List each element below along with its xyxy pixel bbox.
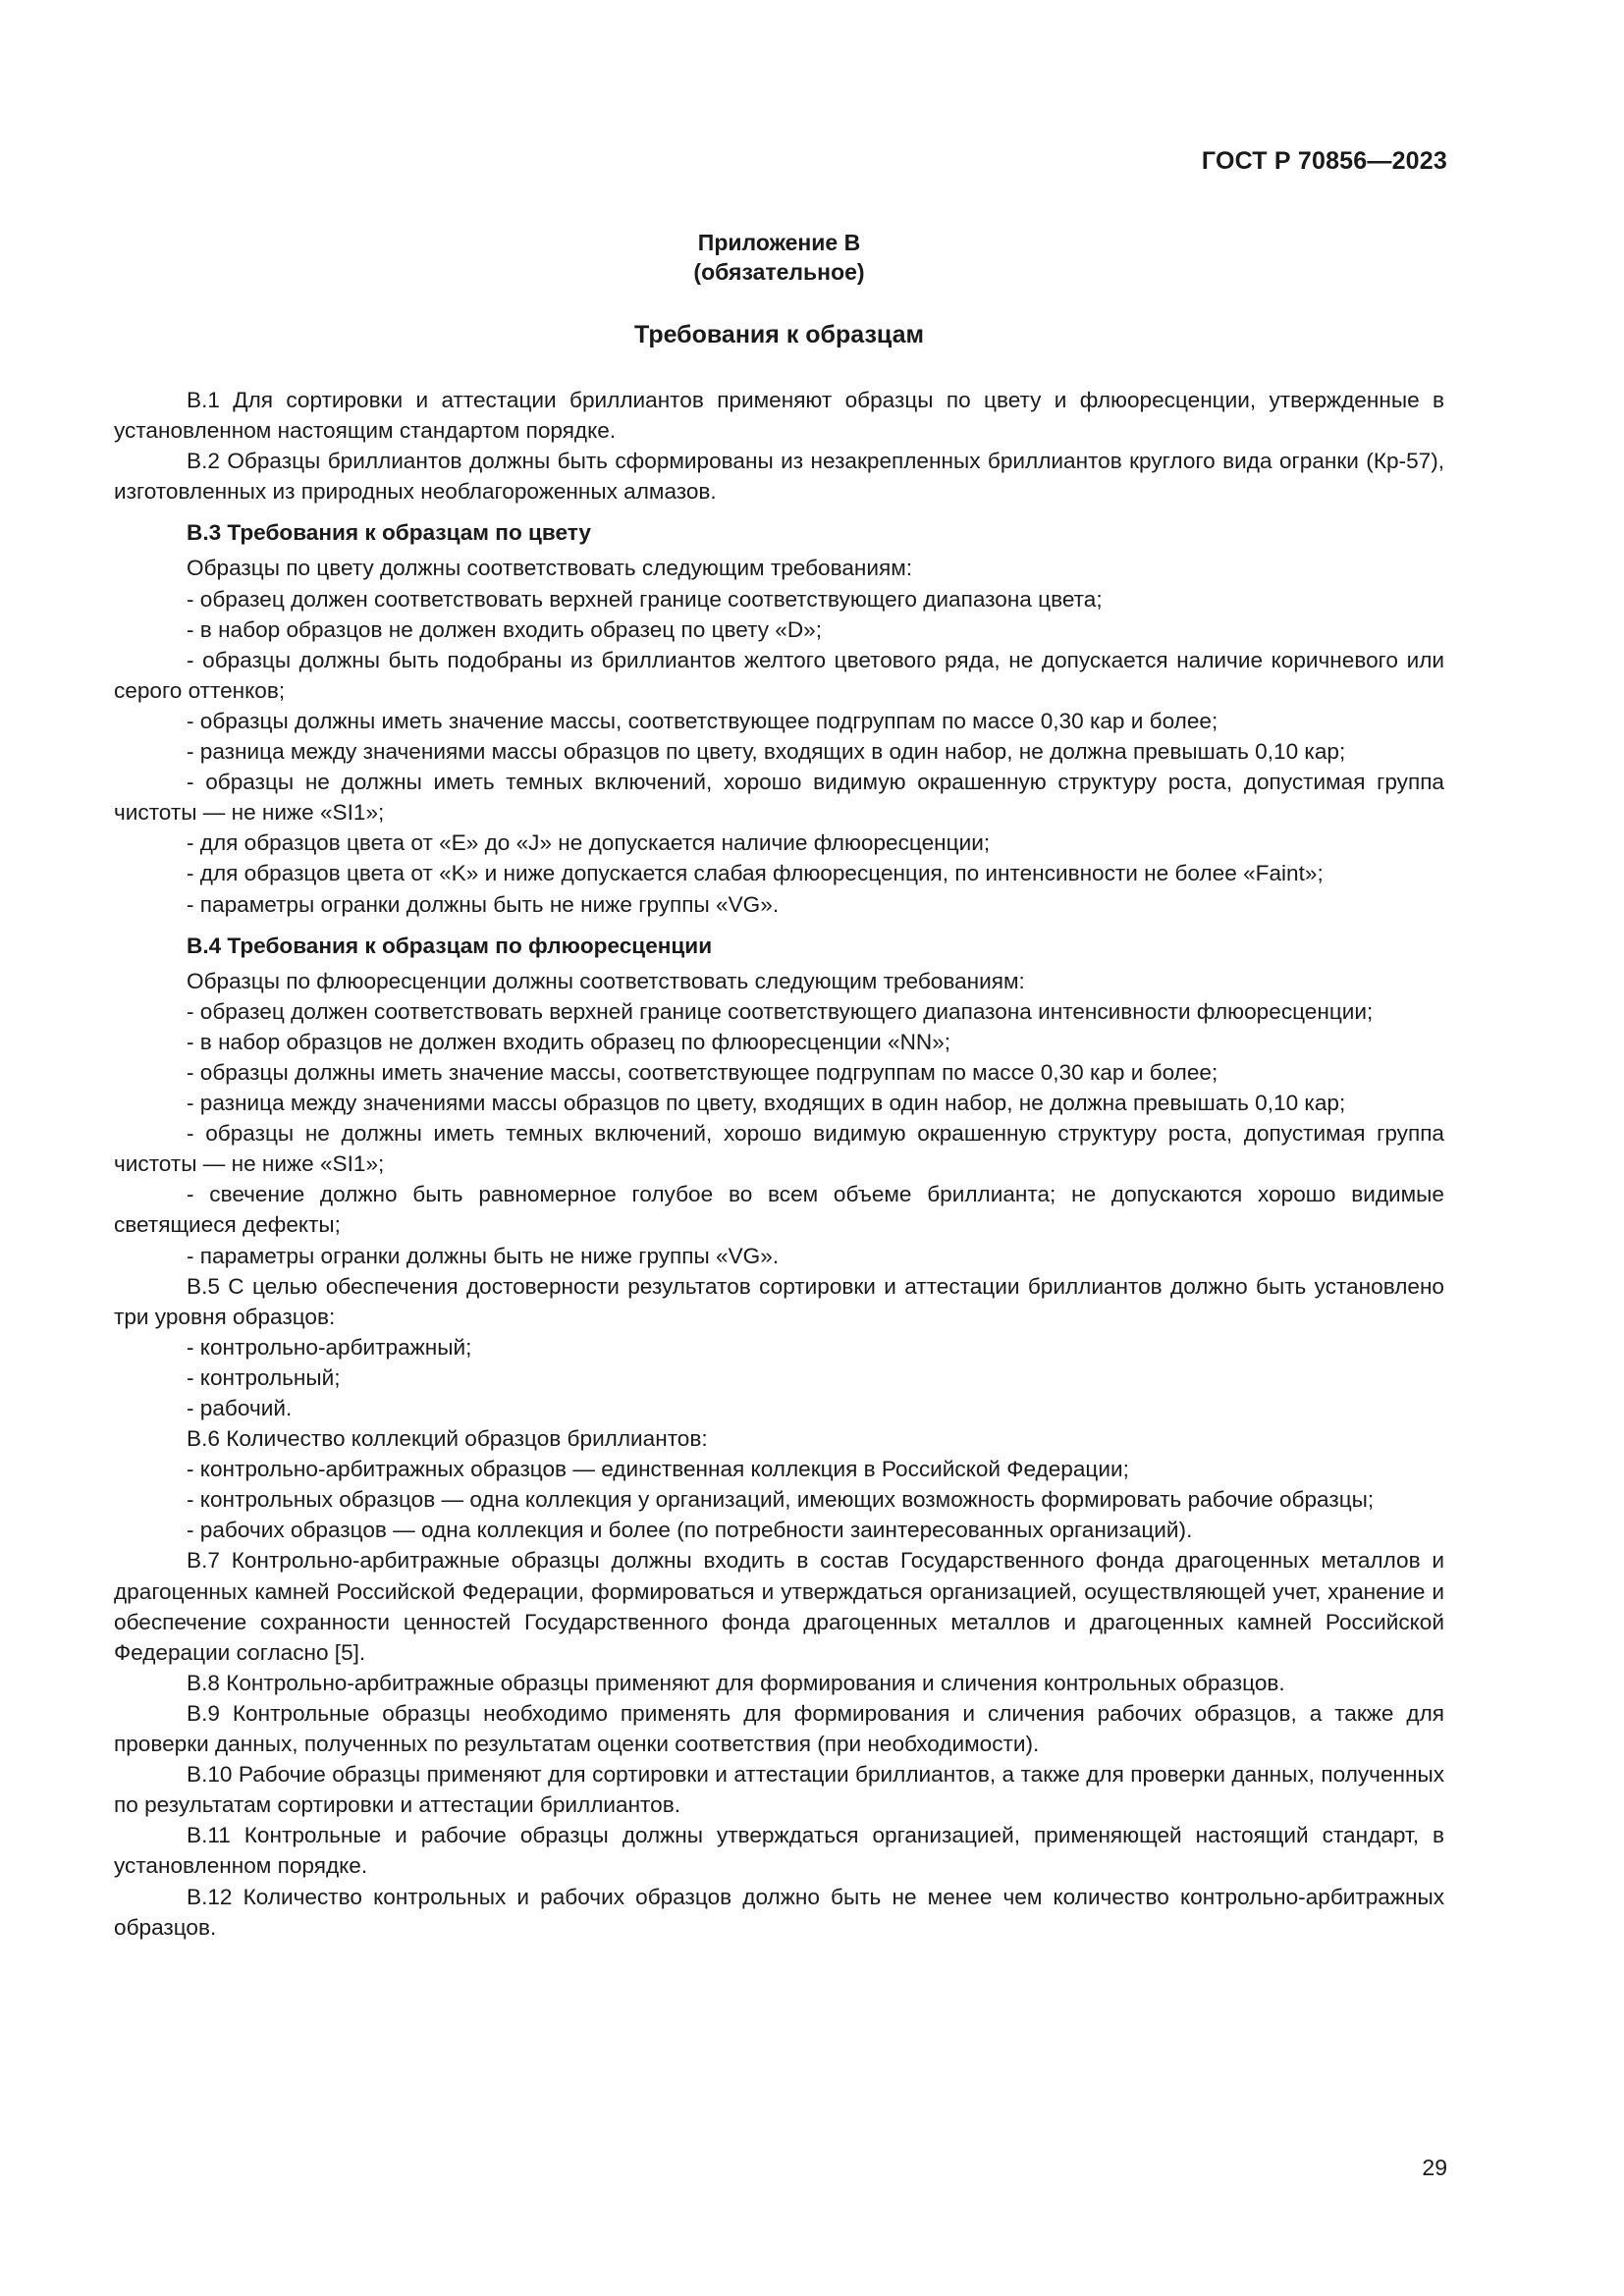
appendix-label: Приложение В	[697, 230, 861, 255]
paragraph: Образцы по флюоресценции должны соответствовать следующим требованиям:	[187, 968, 1025, 993]
paragraph: - образец должен соответствовать верхней границе соответствующего диапазона цвета;	[187, 586, 1103, 612]
paragraph: В.5 С целью обеспечения достоверности результатов сортировки и аттестации бриллиантов должно быть установлено три уровня образцов:	[114, 1273, 1444, 1329]
paragraph: В.1 Для сортировки и аттестации бриллиантов применяют образцы по цвету и флюоресценции, утвержденные в установленном настоящим стандартом порядке.	[114, 388, 1444, 444]
paragraph: В.10 Рабочие образцы применяют для сортировки и аттестации бриллиантов, а также для проверки данных, полученных по результатам сортировки и аттестации бриллиантов.	[114, 1762, 1444, 1818]
section-heading: В.3 Требования к образцам по цвету	[187, 520, 591, 546]
appendix-heading	[114, 228, 1444, 287]
page-number: 29	[1422, 2155, 1447, 2180]
paragraph: - контрольный;	[187, 1364, 341, 1390]
paragraph: В.6 Количество коллекций образцов бриллиантов:	[187, 1426, 708, 1452]
paragraph: В.11 Контрольные и рабочие образцы должны утверждаться организацией, применяющей настоящий стандарт, в установленном порядке.	[114, 1823, 1444, 1879]
paragraph: - образцы не должны иметь темных включений, хорошо видимую окрашенную структуру роста, допустимая группа чистоты — не ниже «SI1»;	[114, 770, 1444, 826]
paragraph: - рабочих образцов — одна коллекция и более (по потребности заинтересованных организаций).	[187, 1518, 1193, 1543]
paragraph: В.12 Количество контрольных и рабочих образцов должно быть не менее чем количество контрольно-арбитражных образцов.	[114, 1884, 1444, 1940]
appendix-title: Требования к образцам	[634, 321, 924, 348]
paragraph: - параметры огранки должны быть не ниже группы «VG».	[187, 1243, 780, 1268]
appendix-status: (обязательное)	[693, 259, 865, 285]
paragraph: - образцы должны иметь значение массы, соответствующее подгруппам по массе 0,30 кар и более;	[187, 1059, 1218, 1085]
paragraph: - разница между значениями массы образцов по цвету, входящих в один набор, не должна превышать 0,10 кар;	[187, 739, 1346, 765]
paragraph: - образцы не должны иметь темных включений, хорошо видимую окрашенную структуру роста, допустимая группа чистоты — не ниже «SI1»;	[114, 1121, 1444, 1177]
paragraph: - в набор образцов не должен входить образец по цвету «D»;	[187, 616, 823, 642]
paragraph: - для образцов цвета от «K» и ниже допускается слабая флюоресценция, по интенсивности не более «Faint»;	[187, 861, 1324, 886]
paragraph: - параметры огранки должны быть не ниже группы «VG».	[187, 891, 780, 917]
paragraph: В.9 Контрольные образцы необходимо применять для формирования и сличения рабочих образцов, а также для проверки данных, полученных по результатам оценки соответствия (при необходимости).	[114, 1700, 1444, 1757]
paragraph: - образцы должны иметь значение массы, соответствующее подгруппам по массе 0,30 кар и более;	[187, 708, 1218, 733]
paragraph: - разница между значениями массы образцов по цвету, входящих в один набор, не должна превышать 0,10 кар;	[187, 1091, 1346, 1116]
paragraph: - контрольно-арбитражных образцов — единственная коллекция в Российской Федерации;	[187, 1457, 1129, 1482]
paragraph: - образец должен соответствовать верхней границе соответствующего диапазона интенсивности флюоресценции;	[187, 998, 1374, 1024]
paragraph: В.7 Контрольно-арбитражные образцы должны входить в состав Государственного фонда драгоценных металлов и драгоценных камней Российской Федерации, формироваться и утверждаться организацией, осуществляющей учет, хранение и обеспечение сохранности ценностей Государственного фонда драгоценных металлов и драгоценных камней Российской Федерации согласно [5].	[114, 1548, 1444, 1665]
paragraph: - рабочий.	[187, 1396, 293, 1420]
document-body	[114, 385, 1444, 1943]
paragraph: - для образцов цвета от «E» до «J» не допускается наличие флюоресценции;	[187, 830, 991, 856]
paragraph: - контрольно-арбитражный;	[187, 1334, 472, 1360]
paragraph: В.8 Контрольно-арбитражные образцы применяют для формирования и сличения контрольных образцов.	[187, 1670, 1285, 1695]
standard-code: ГОСТ Р 70856—2023	[1201, 147, 1447, 175]
paragraph: Образцы по цвету должны соответствовать следующим требованиям:	[187, 556, 913, 581]
paragraph: - контрольных образцов — одна коллекция у организаций, имеющих возможность формировать рабочие образцы;	[187, 1487, 1375, 1513]
paragraph: - в набор образцов не должен входить образец по флюоресценции «NN»;	[187, 1029, 951, 1054]
paragraph: - образцы должны быть подобраны из бриллиантов желтого цветового ряда, не допускается наличие коричневого или серого оттенков;	[114, 647, 1444, 703]
section-heading: В.4 Требования к образцам по флюоресценции	[187, 933, 713, 958]
paragraph: - свечение должно быть равномерное голубое во всем объеме бриллианта; не допускаются хорошо видимые светящиеся дефекты;	[114, 1182, 1444, 1238]
paragraph: В.2 Образцы бриллиантов должны быть сформированы из незакрепленных бриллиантов круглого вида огранки (Кр-57), изготовленных из природных необлагороженных алмазов.	[114, 449, 1444, 505]
